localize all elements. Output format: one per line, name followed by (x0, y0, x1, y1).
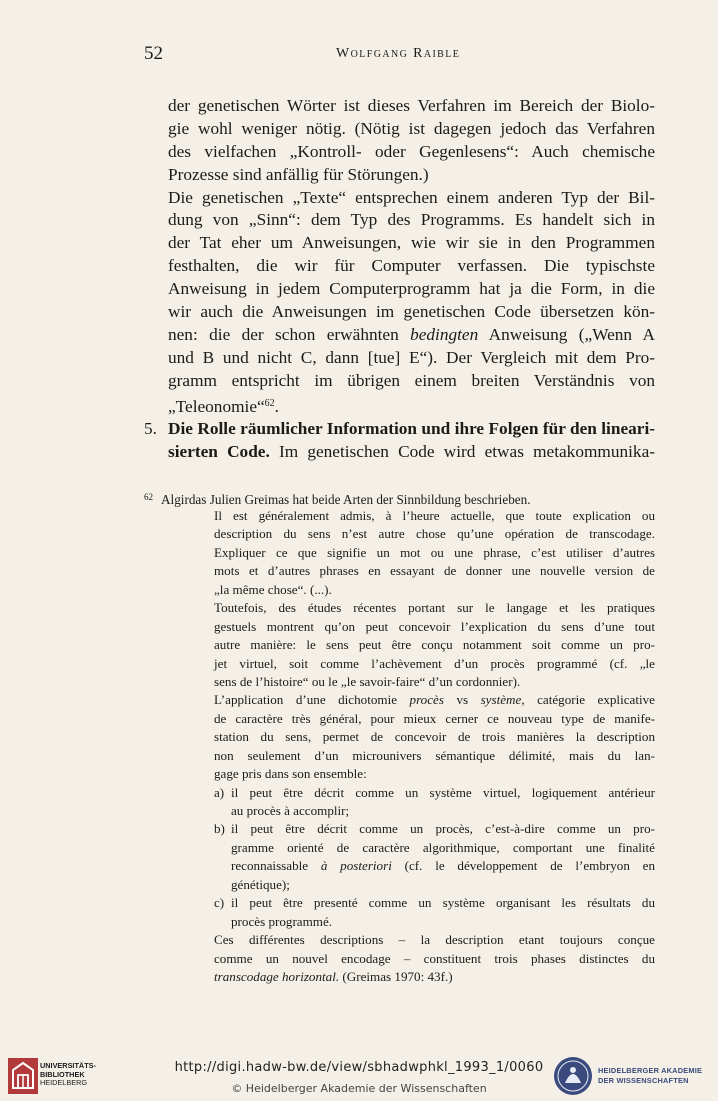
footnote-quote (214, 507, 655, 986)
academy-line: DER WISSENSCHAFTEN (598, 1076, 689, 1085)
quote-line: „la même chose“. (...). (214, 581, 332, 597)
text-fragment: il peut être décrit comme un procès, c’est-à-dire comme un pro- (231, 821, 655, 837)
quote-line: sens de l’histoire“ ou le „le savoir-faire“ d’un cordonnier). (214, 673, 521, 689)
quote-line: gage pris dans son ensemble: (214, 766, 367, 782)
text-line: gramm entspricht im übrigen einem breiten Verständnis von (168, 370, 655, 390)
list-marker: b) (214, 821, 225, 837)
text-line: festhalten, die wir für Computer verfassen. Die typischste (168, 256, 655, 276)
text-line: Prozesse sind anfällig für Störungen.) (168, 164, 429, 184)
text-line: der Tat eher um Anweisungen, wie wir sie in den Programmen (168, 233, 655, 253)
section-title: sierten Code. (168, 442, 270, 462)
section-text: Im genetischen Code wird etwas metakommunika- (269, 442, 655, 462)
list-item-b (214, 820, 655, 838)
list-marker: c) (214, 895, 225, 911)
quote-line (214, 968, 655, 986)
quote-line: Ces différentes descriptions – la description etant toujours conçue (214, 932, 655, 948)
section-heading-line (144, 417, 655, 440)
library-line: BIBLIOTHEK (40, 1069, 85, 1079)
page-header (144, 43, 664, 65)
copyright-notice: © Heidelberger Akademie der Wissenschaften (231, 1082, 487, 1095)
section-number: 5. (144, 419, 157, 438)
quote-line: Toutefois, des études récentes portant sur le langage et les pratiques (214, 600, 655, 616)
library-name (40, 1062, 96, 1088)
page-number: 52 (144, 43, 163, 64)
italic-term: transcodage horizontal. (214, 968, 340, 984)
running-head: Wolfgang Raible (336, 46, 461, 61)
academy-line: HEIDELBERGER AKADEMIE (598, 1066, 703, 1075)
main-text (168, 95, 655, 415)
text-fragment: , catégorie explicative (521, 692, 655, 708)
text-fragment: „Teleonomie“ (168, 396, 265, 416)
text-fragment: il peut être décrit comme un système virtuel, logiquement antérieur (231, 784, 655, 800)
quote-line: comme un nouvel encodage – constituent trois phases distinctes du (214, 950, 655, 966)
text-line: gie wohl weniger nötig. (Nötig ist dagegen jedoch das Verfahren (168, 118, 655, 138)
text-line (168, 324, 655, 347)
footnote-ref: 62 (264, 397, 275, 409)
quote-line: gestuels montrent qu’on peut concevoir l’explication du sens d’une tout (214, 618, 655, 634)
quote-line: de caractère très général, pour mieux cerner ce nouveau type de manife- (214, 710, 655, 726)
text-fragment: nen: die der schon erwähnten (168, 324, 399, 344)
page-footer (0, 1048, 718, 1101)
italic-term: procès (409, 692, 444, 708)
quote-line: description du sens n’est autre chose qu’une opération de transcodage. (214, 526, 655, 542)
text-line: wir auch die Anweisungen im genetischen Code übersetzen kön- (168, 302, 655, 322)
quote-line: génétique); (231, 876, 290, 892)
text-fragment: Anweisung („Wenn A (488, 324, 655, 344)
permalink-url[interactable]: http://digi.hadw-bw.de/view/sbhadwphkl_1993_1/0060 (174, 1060, 544, 1075)
library-logo-icon (8, 1058, 38, 1094)
italic-term: système (480, 692, 522, 708)
section-heading-line (144, 440, 655, 463)
footnote-intro-text: Algirdas Julien Greimas hat beide Arten der Sinnbildung beschrieben. (161, 492, 531, 507)
text-fragment: il peut être presenté comme un système organisant les résultats du (231, 895, 655, 911)
list-item-c (214, 894, 655, 912)
quote-line: procès programmé. (231, 913, 333, 929)
academy-seal-icon (553, 1056, 593, 1096)
text-line: Die genetischen „Texte“ entsprechen einem anderen Typ der Bil- (168, 187, 655, 207)
text-fragment: (cf. le développement de l’embryon en (404, 858, 655, 874)
library-line: UNIVERSITÄTS- (40, 1061, 96, 1070)
quote-line: non seulement d’un microunivers sémantique délimité, mais du lan- (214, 747, 655, 763)
quote-line: Expliquer ce que signifie un mot ou une phrase, c’est utiliser d’autres (214, 544, 655, 560)
quote-line: au procès à accomplir; (231, 803, 350, 818)
section-title: Die Rolle räumlicher Information und ihre Folgen für den lineari- (168, 419, 655, 438)
text-line: der genetischen Wörter ist dieses Verfahren im Bereich der Biolo- (168, 96, 655, 115)
quote-line: autre manière: le sens peut être conçu notamment soit comme un pro- (214, 637, 655, 653)
text-fragment: reconnaissable (231, 858, 309, 874)
italic-term: à posteriori (320, 858, 392, 874)
academy-name (598, 1066, 702, 1086)
quote-line: jet virtuel, soit comme l’achèvement d’un procès programmé (cf. „le (214, 655, 655, 671)
text-fragment: vs (456, 692, 469, 708)
list-marker: a) (214, 784, 225, 800)
quote-line: gramme orienté de caractère algorithmique, comportant une finalité (231, 839, 655, 855)
footnote-number: 62 (144, 492, 153, 502)
italic-term: bedingten (410, 324, 479, 344)
text-line: dung von „Sinn“: dem Typ des Programms. Es handelt sich in (168, 210, 655, 230)
section-5 (144, 417, 655, 463)
quote-line: Il est généralement admis, à l’heure actuelle, que toute explication ou (214, 508, 655, 523)
text-line: Anweisung in jedem Computerprogramm hat ja die Form, in die (168, 279, 655, 299)
quote-line (214, 857, 655, 875)
text-line: des vielfachen „Kontroll- oder Gegenlesens“: Auch chemische (168, 141, 655, 161)
library-line: HEIDELBERG (40, 1078, 88, 1088)
quote-line (214, 691, 655, 709)
text-line: und B und nicht C, dann [tue] E“). Der Vergleich mit dem Pro- (168, 347, 655, 367)
text-line: „Teleonomie“$^{62}$. (168, 396, 279, 416)
quote-line: mots et d’autres phrases en essayant de donner une nouvelle version de (214, 563, 655, 579)
text-fragment: L’application d’une dichotomie (214, 692, 398, 708)
text-fragment: (Greimas 1970: 43f.) (342, 968, 453, 984)
list-item-a (214, 784, 655, 802)
quote-line: station du sens, permet de concevoir de trois manières la description (214, 729, 655, 745)
